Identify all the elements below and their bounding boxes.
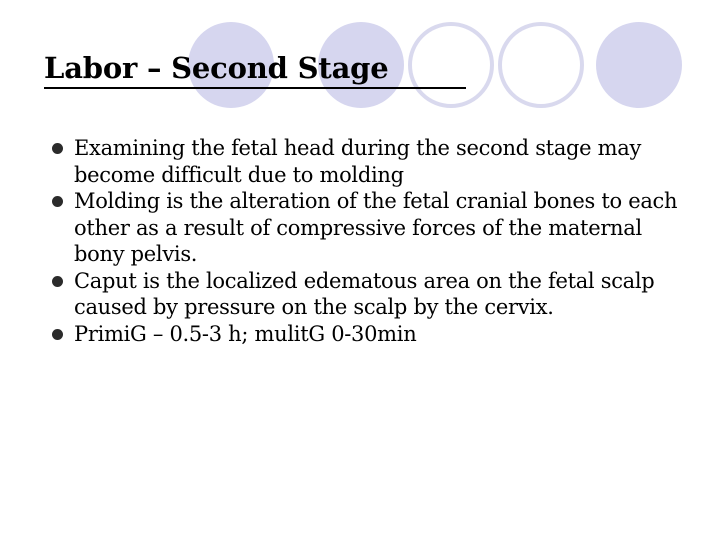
bullet-dot-icon xyxy=(52,276,63,287)
bullet-text: Molding is the alteration of the fetal cranial bones to each other as a result of compressive forces of the maternal bony pelvis. xyxy=(74,189,678,266)
bullet-text: PrimiG – 0.5-3 h; mulitG 0-30min xyxy=(74,321,417,346)
bullet-dot-icon xyxy=(52,329,63,340)
bullet-text: Caput is the localized edematous area on the fetal scalp caused by pressure on the scalp by the cervix. xyxy=(74,268,655,319)
bullet-dot-icon xyxy=(52,196,63,207)
decorative-circle-filled xyxy=(596,22,682,108)
decorative-circle-outline xyxy=(498,22,584,108)
bullet-item xyxy=(48,321,698,348)
title-underline xyxy=(44,87,466,89)
bullet-item xyxy=(48,188,698,268)
slide-title: Labor – Second Stage xyxy=(44,51,389,85)
bullet-item xyxy=(48,135,698,188)
bullet-dot-icon xyxy=(52,143,63,154)
bullet-text: Examining the fetal head during the second stage may become difficult due to molding xyxy=(74,136,642,187)
bullet-item xyxy=(48,268,698,321)
decorative-circle-outline xyxy=(408,22,494,108)
bullet-list xyxy=(48,135,698,347)
